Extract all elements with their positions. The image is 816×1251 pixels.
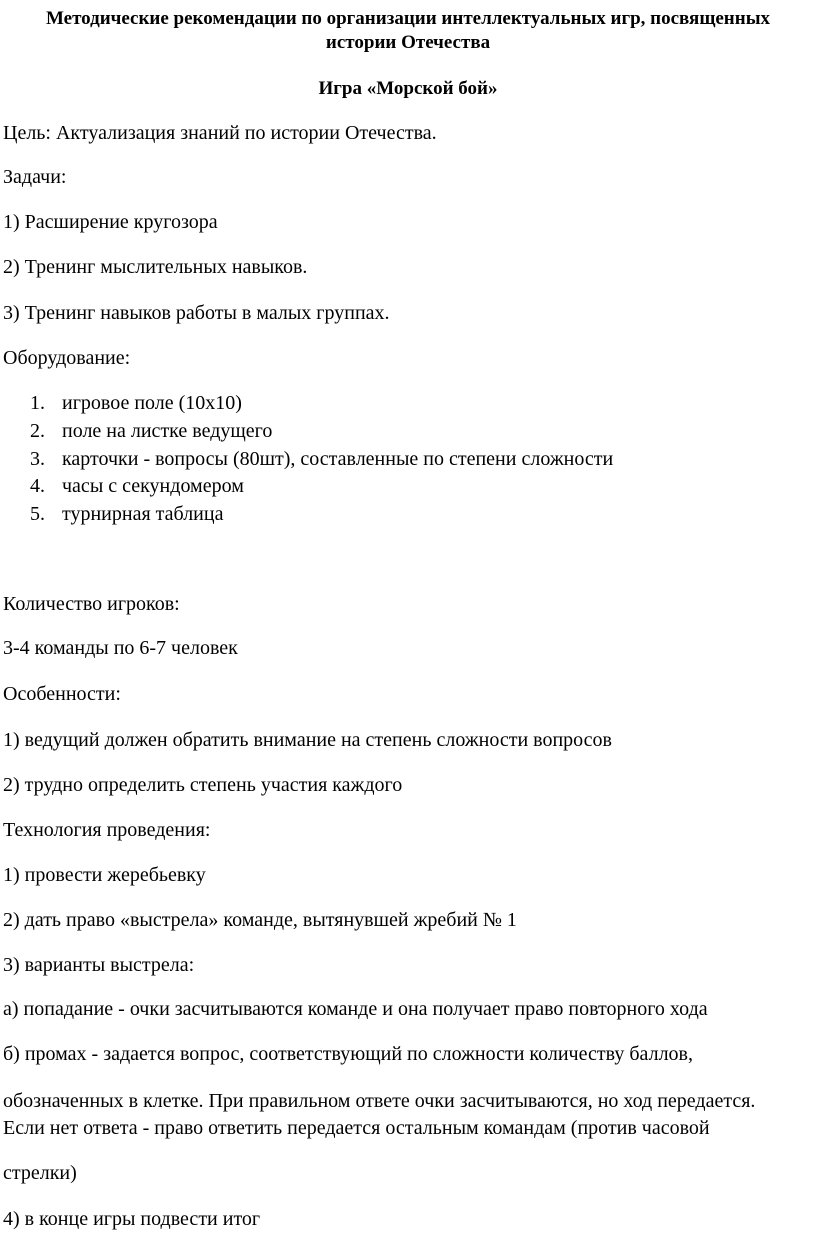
technology-item: 4) в конце игры подвести итог [3,1208,261,1230]
list-number: 3. [30,448,45,470]
technology-item: 3) варианты выстрела: [3,954,195,976]
game-title: Игра «Морской бой» [318,78,498,99]
list-number: 5. [30,503,45,525]
technology-item: обозначенных в клетке. При правильном ответе очки засчитываются, но ход передается. [3,1090,756,1112]
list-number: 2. [30,420,45,442]
list-text: часы с секундомером [62,475,244,497]
feature-item: 1) ведущий должен обратить внимание на степень сложности вопросов [3,729,612,751]
technology-item: 2) дать право «выстрела» команде, вытянувшей жребий № 1 [3,909,517,931]
tasks-heading: Задачи: [3,166,67,188]
document-title-line-1: Методические рекомендации по организации интеллектуальных игр, посвященных [45,8,771,29]
document-title-line-2: истории Отечества [325,32,491,53]
task-item: 2) Тренинг мыслительных навыков. [3,256,308,278]
list-text: игровое поле (10х10) [62,392,242,414]
technology-item: Если нет ответа - право ответить передается остальным командам (против часовой [3,1117,710,1139]
technology-heading: Технология проведения: [3,819,211,841]
feature-item: 2) трудно определить степень участия каждого [3,774,403,796]
players-heading: Количество игроков: [3,593,180,615]
list-text: поле на листке ведущего [62,420,273,442]
players-text: 3-4 команды по 6-7 человек [3,637,238,659]
list-number: 1. [30,392,45,414]
list-text: турнирная таблица [62,503,224,525]
features-heading: Особенности: [3,683,121,705]
goal-text: Цель: Актуализация знаний по истории Отечества. [3,122,437,144]
technology-item: стрелки) [3,1162,77,1184]
task-item: 3) Тренинг навыков работы в малых группах. [3,302,390,324]
technology-item: 1) провести жеребьевку [3,864,206,886]
list-number: 4. [30,475,45,497]
list-text: карточки - вопросы (80шт), составленные по степени сложности [62,448,614,470]
technology-item: б) промах - задается вопрос, соответствующий по сложности количеству баллов, [3,1043,693,1065]
task-item: 1) Расширение кругозора [3,211,218,233]
equipment-heading: Оборудование: [3,347,131,369]
technology-item: а) попадание - очки засчитываются команде и она получает право повторного хода [3,998,708,1020]
